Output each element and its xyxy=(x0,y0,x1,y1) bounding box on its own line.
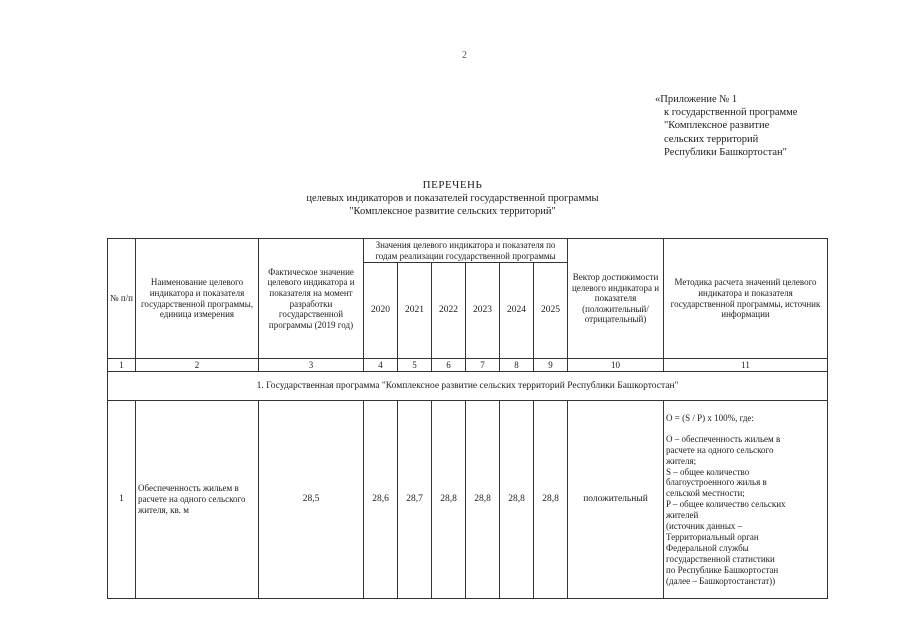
method-description xyxy=(664,401,828,599)
method-line: благоустроенного жилья в xyxy=(666,477,767,488)
method-line: S – общее количество xyxy=(666,466,750,477)
method-line: P – общее количество сельских xyxy=(666,499,786,510)
appendix-line: сельских территорий xyxy=(664,133,759,145)
header-actual: Фактическое значение целевого индикатора и показателя на момент разработки государственной программы (2019 год) xyxy=(259,239,364,359)
section-title: 1. Государственная программа "Комплексное развитие сельских территорий Республики Башкортостан" xyxy=(108,372,828,401)
column-number: 10 xyxy=(568,359,664,372)
program-name: "Комплексное развитие сельских территорий" xyxy=(349,206,556,217)
column-number: 8 xyxy=(500,359,534,372)
header-year: 2024 xyxy=(500,263,534,359)
column-number: 6 xyxy=(432,359,466,372)
header-vector: Вектор достижимости целевого индикатора и показателя (положительный/ отрицательный) xyxy=(568,239,664,359)
method-line: O – обеспеченность жильем в xyxy=(666,433,781,444)
table-row xyxy=(108,401,828,599)
method-line: O = (S / P) x 100%, где: xyxy=(666,412,754,423)
vector-value: положительный xyxy=(568,401,664,599)
column-number: 1 xyxy=(108,359,136,372)
document-subtitle: целевых индикаторов и показателей государственной программы xyxy=(306,193,599,204)
method-line: (источник данных – xyxy=(666,521,743,532)
method-line: жителей xyxy=(666,510,699,521)
column-number: 9 xyxy=(534,359,568,372)
row-num: 1 xyxy=(108,401,136,599)
column-number-row xyxy=(108,359,828,372)
header-year: 2025 xyxy=(534,263,568,359)
year-value: 28,8 xyxy=(500,401,534,599)
column-number: 11 xyxy=(664,359,828,372)
actual-value: 28,5 xyxy=(259,401,364,599)
header-year: 2022 xyxy=(432,263,466,359)
header-values-group: Значения целевого индикатора и показателя по годам реализации государственной программы xyxy=(364,239,568,263)
column-number: 3 xyxy=(259,359,364,372)
method-line: жителя; xyxy=(666,455,697,466)
column-number: 7 xyxy=(466,359,500,372)
method-line xyxy=(666,424,825,434)
indicators-table xyxy=(107,238,828,599)
column-number: 4 xyxy=(364,359,398,372)
header-method: Методика расчета значений целевого индикатора и показателя государственной программы, источник информации xyxy=(664,239,828,359)
header-row xyxy=(108,239,828,263)
year-value: 28,8 xyxy=(466,401,500,599)
year-value: 28,7 xyxy=(398,401,432,599)
header-year: 2023 xyxy=(466,263,500,359)
method-line: сельской местности; xyxy=(666,488,745,499)
column-number: 5 xyxy=(398,359,432,372)
appendix-line: Республики Башкортостан" xyxy=(664,146,787,158)
appendix-line: «Приложение № 1 xyxy=(655,94,738,105)
header-year: 2021 xyxy=(398,263,432,359)
indicator-name: Обеспеченность жильем в расчете на одного сельского жителя, кв. м xyxy=(136,401,259,599)
header-name: Наименование целевого индикатора и показателя государственной программы, единица измерения xyxy=(136,239,259,359)
method-line: Территориальный орган xyxy=(666,531,759,542)
method-line: государственной статистики xyxy=(666,553,775,564)
appendix-line: к государственной программе xyxy=(664,107,798,119)
appendix-line: "Комплексное развитие xyxy=(664,120,770,132)
header-year: 2020 xyxy=(364,263,398,359)
year-value: 28,6 xyxy=(364,401,398,599)
section-row xyxy=(108,372,828,401)
method-line: расчете на одного сельского xyxy=(666,444,774,455)
document-heading: ПЕРЕЧЕНЬ xyxy=(422,179,483,191)
appendix-note xyxy=(655,93,797,159)
header-num: № п/п xyxy=(108,239,136,359)
method-line: (далее – Башкортостанстат)) xyxy=(666,575,776,586)
method-line: Федеральной службы xyxy=(666,542,749,553)
column-number: 2 xyxy=(136,359,259,372)
page-number: 2 xyxy=(462,50,467,61)
method-line: по Республике Башкортостан xyxy=(666,564,779,575)
year-value: 28,8 xyxy=(534,401,568,599)
year-value: 28,8 xyxy=(432,401,466,599)
